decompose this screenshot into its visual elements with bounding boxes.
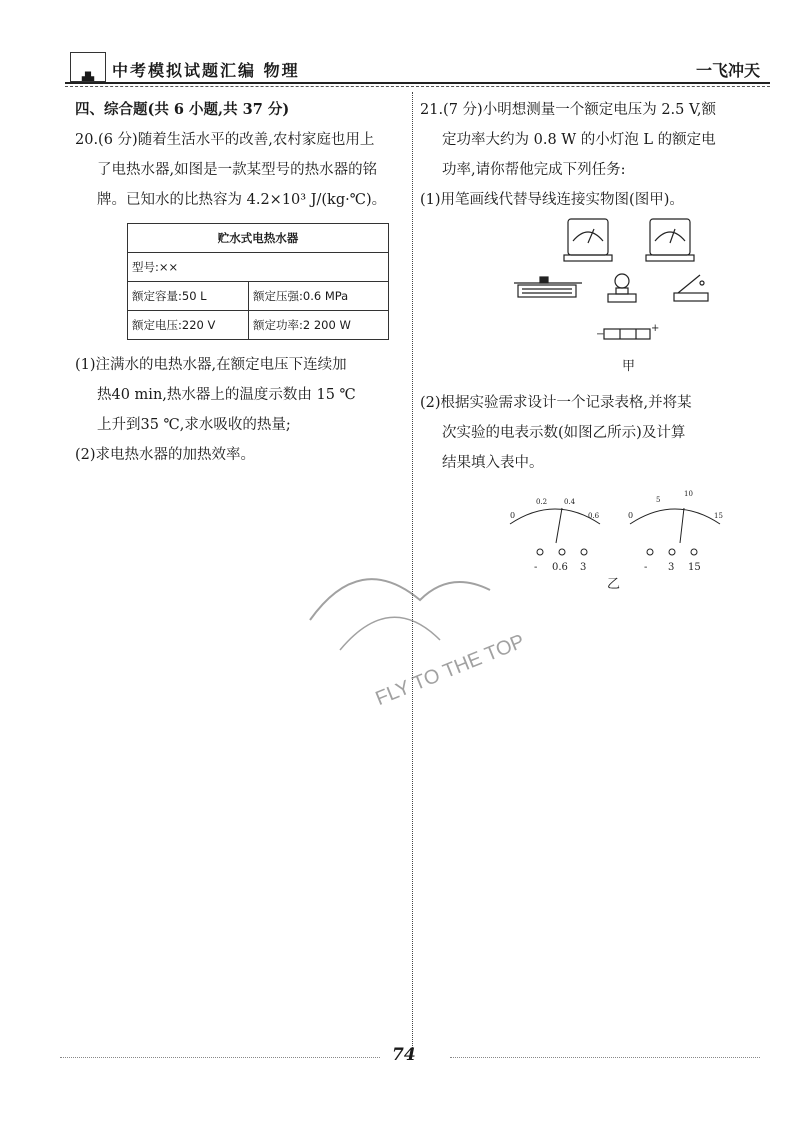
q20-part1-3: 上升到35 ℃,求水吸收的热量;: [97, 417, 291, 433]
q20-stem-3: 牌。已知水的比热容为 4.2×10³ J/(kg·℃)。: [97, 192, 387, 208]
battery-icon: [596, 323, 659, 340]
ammeter-device-icon: [564, 219, 612, 261]
q21-part2-3: 结果填入表中。: [442, 455, 544, 471]
logo-mark: ▟▙: [81, 72, 95, 81]
section-heading: 四、综合题(共 6 小题,共 37 分): [75, 101, 290, 118]
svg-text:+: +: [651, 323, 660, 334]
nameplate-power: 额定功率:2 200 W: [249, 311, 389, 340]
ammeter-terminal-minus: -: [534, 562, 538, 573]
voltmeter-tick-1: 5: [656, 496, 661, 504]
ammeter-tick-3: 0.6: [588, 512, 600, 520]
rheostat-icon: [514, 277, 582, 297]
header-logo: [70, 52, 106, 82]
q21-stem-3: 功率,请你帮他完成下列任务:: [442, 162, 626, 178]
q21-part2-block: [420, 388, 765, 478]
left-column: [75, 95, 405, 470]
right-column: [420, 95, 765, 215]
voltmeter-terminal-15: 15: [688, 562, 701, 573]
header-rule-dashed: [65, 86, 770, 87]
ammeter-tick-2: 0.4: [564, 498, 576, 506]
q21-stem-2: 定功率大约为 0.8 W 的小灯泡 L 的额定电: [442, 132, 716, 148]
header-rule: [65, 82, 770, 84]
footer-rule-left: [60, 1057, 380, 1058]
header-title: 中考模拟试题汇编 物理: [112, 61, 300, 80]
nameplate-capacity: 额定容量:50 L: [128, 282, 249, 311]
nameplate-table: [127, 223, 389, 340]
ammeter-tick-0: 0: [510, 511, 516, 520]
figure-jia-components: [510, 215, 750, 350]
q20-part1-1: (1)注满水的电热水器,在额定电压下连续加: [75, 357, 347, 373]
svg-text:−: −: [596, 329, 605, 340]
q20-stem-1: 20.(6 分)随着生活水平的改善,农村家庭也用上: [75, 132, 375, 148]
header-brand: 一飞冲天: [695, 61, 760, 80]
q21-part2-2: 次实验的电表示数(如图乙所示)及计算: [442, 425, 686, 441]
ammeter-tick-1: 0.2: [536, 498, 548, 506]
q20-part2: (2)求电热水器的加热效率。: [75, 447, 256, 463]
figure-yi-label: 乙: [607, 577, 621, 592]
nameplate-model: 型号:××: [128, 253, 389, 282]
nameplate-pressure: 额定压强:0.6 MPa: [249, 282, 389, 311]
voltmeter-tick-2: 10: [684, 490, 693, 498]
q20-stem-2: 了电热水器,如图是一款某型号的热水器的铭: [97, 162, 378, 178]
watermark-text: FLY TO THE TOP: [372, 630, 528, 710]
ammeter-terminal-0.6: 0.6: [552, 562, 568, 573]
nameplate-caption: 贮水式电热水器: [128, 224, 389, 253]
q20-part1-2: 热40 min,热水器上的温度示数由 15 ℃: [97, 387, 356, 403]
voltmeter-tick-3: 15: [714, 512, 723, 520]
voltmeter-terminal-minus: -: [644, 562, 648, 573]
ammeter-terminal-3: 3: [580, 562, 587, 573]
voltmeter-dial: [628, 490, 723, 573]
switch-icon: [674, 275, 708, 301]
q21-part2-1: (2)根据实验需求设计一个记录表格,并将某: [420, 395, 692, 411]
voltmeter-terminal-3: 3: [668, 562, 675, 573]
q21-stem-1: 21.(7 分)小明想测量一个额定电压为 2.5 V,额: [420, 102, 717, 118]
voltmeter-tick-0: 0: [628, 511, 634, 520]
bulb-icon: [608, 274, 636, 302]
q21-part1: (1)用笔画线代替导线连接实物图(图甲)。: [420, 192, 684, 208]
footer-rule-right: [450, 1057, 760, 1058]
page-number: 74: [392, 1045, 416, 1065]
watermark-logo: [300, 530, 560, 710]
nameplate-voltage: 额定电压:220 V: [128, 311, 249, 340]
figure-jia-label: 甲: [622, 359, 636, 374]
voltmeter-device-icon: [646, 219, 694, 261]
